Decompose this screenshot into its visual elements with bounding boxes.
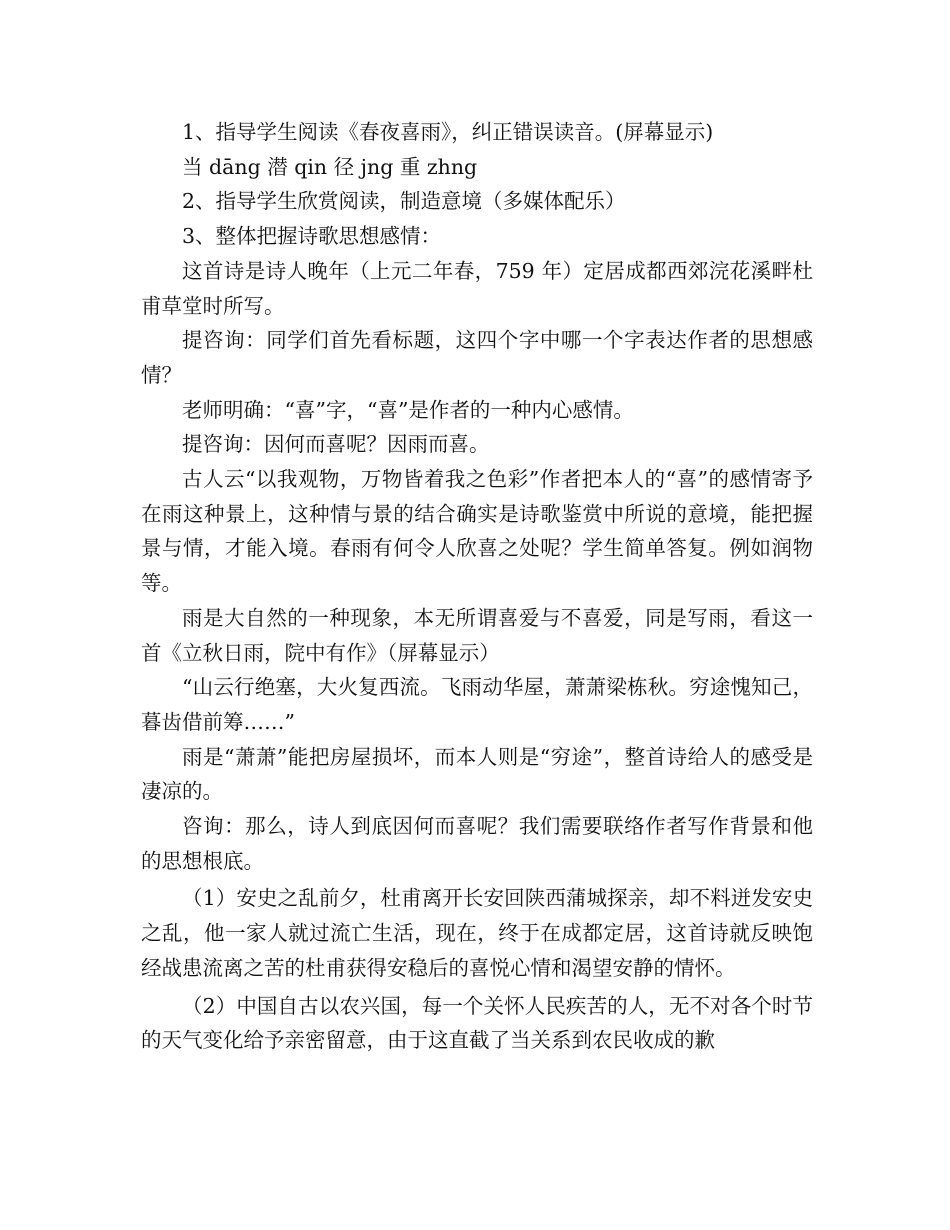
paragraph-rain-comparison: 雨是大自然的一种现象，本无所谓喜爱与不喜爱，同是写雨，看这一首《立秋日雨，院中有作》（屏幕显示） xyxy=(141,605,813,665)
paragraph-pronunciation: 当 dāng 潜 qin 径 jng 重 zhng xyxy=(182,154,478,179)
paragraph-step-3: 3、整体把握诗歌思想感情： xyxy=(182,224,442,249)
paragraph-question-1: 提咨询：同学们首先看标题，这四个字中哪一个字表达作者的思想感情？ xyxy=(141,328,813,387)
paragraph-question-2: 提咨询：因何而喜呢？因雨而喜。 xyxy=(182,432,490,457)
paragraph-step-2: 2、指导学生欣赏阅读，制造意境（多媒体配乐） xyxy=(182,189,626,214)
paragraph-teacher-answer: 老师明确：“喜”字，“喜”是作者的一种内心感情。 xyxy=(182,397,634,422)
paragraph-poem-quote: “山云行绝塞，大火复西流。飞雨动华屋，萧萧梁栋秋。穷途愧知己，暮齿借前筹……” xyxy=(141,675,813,734)
paragraph-ancient-saying: 古人云“以我观物，万物皆着我之色彩”作者把本人的“喜”的感情寄予在雨这种景上，这种情与景的结合确实是诗歌鉴赏中所说的意境，能把握景与情，才能入境。春雨有何令人欣喜之处呢？学生简单答复。例如润物等。 xyxy=(141,467,813,596)
paragraph-poem-feeling: 雨是“萧萧”能把房屋损坏，而本人则是“穷途”，整首诗给人的感受是凄凉的。 xyxy=(141,744,813,804)
paragraph-point-2: （2）中国自古以农兴国，每一个关怀人民疾苦的人，无不对各个时节的天气变化给予亲密留意，由于这直截了当关系到农民收成的歉 xyxy=(141,993,813,1053)
paragraph-background: 这首诗是诗人晚年（上元二年春，759 年）定居成都西郊浣花溪畔杜甫草堂时所写。 xyxy=(141,258,813,318)
document-body xyxy=(141,115,813,1058)
paragraph-step-1: 1、指导学生阅读《春夜喜雨》，纠正错误读音。(屏幕显示) xyxy=(182,120,714,144)
paragraph-question-3: 咨询：那么，诗人到底因何而喜呢？我们需要联络作者写作背景和他的思想根底。 xyxy=(141,814,813,873)
paragraph-point-1: （1）安史之乱前夕，杜甫离开长安回陕西蒲城探亲，却不料迸发安史之乱，他一家人就过流亡生活，现在，终于在成都定居，这首诗就反映饱经战患流离之苦的杜甫获得安稳后的喜悦心情和渴望安静的情怀。 xyxy=(141,886,813,980)
